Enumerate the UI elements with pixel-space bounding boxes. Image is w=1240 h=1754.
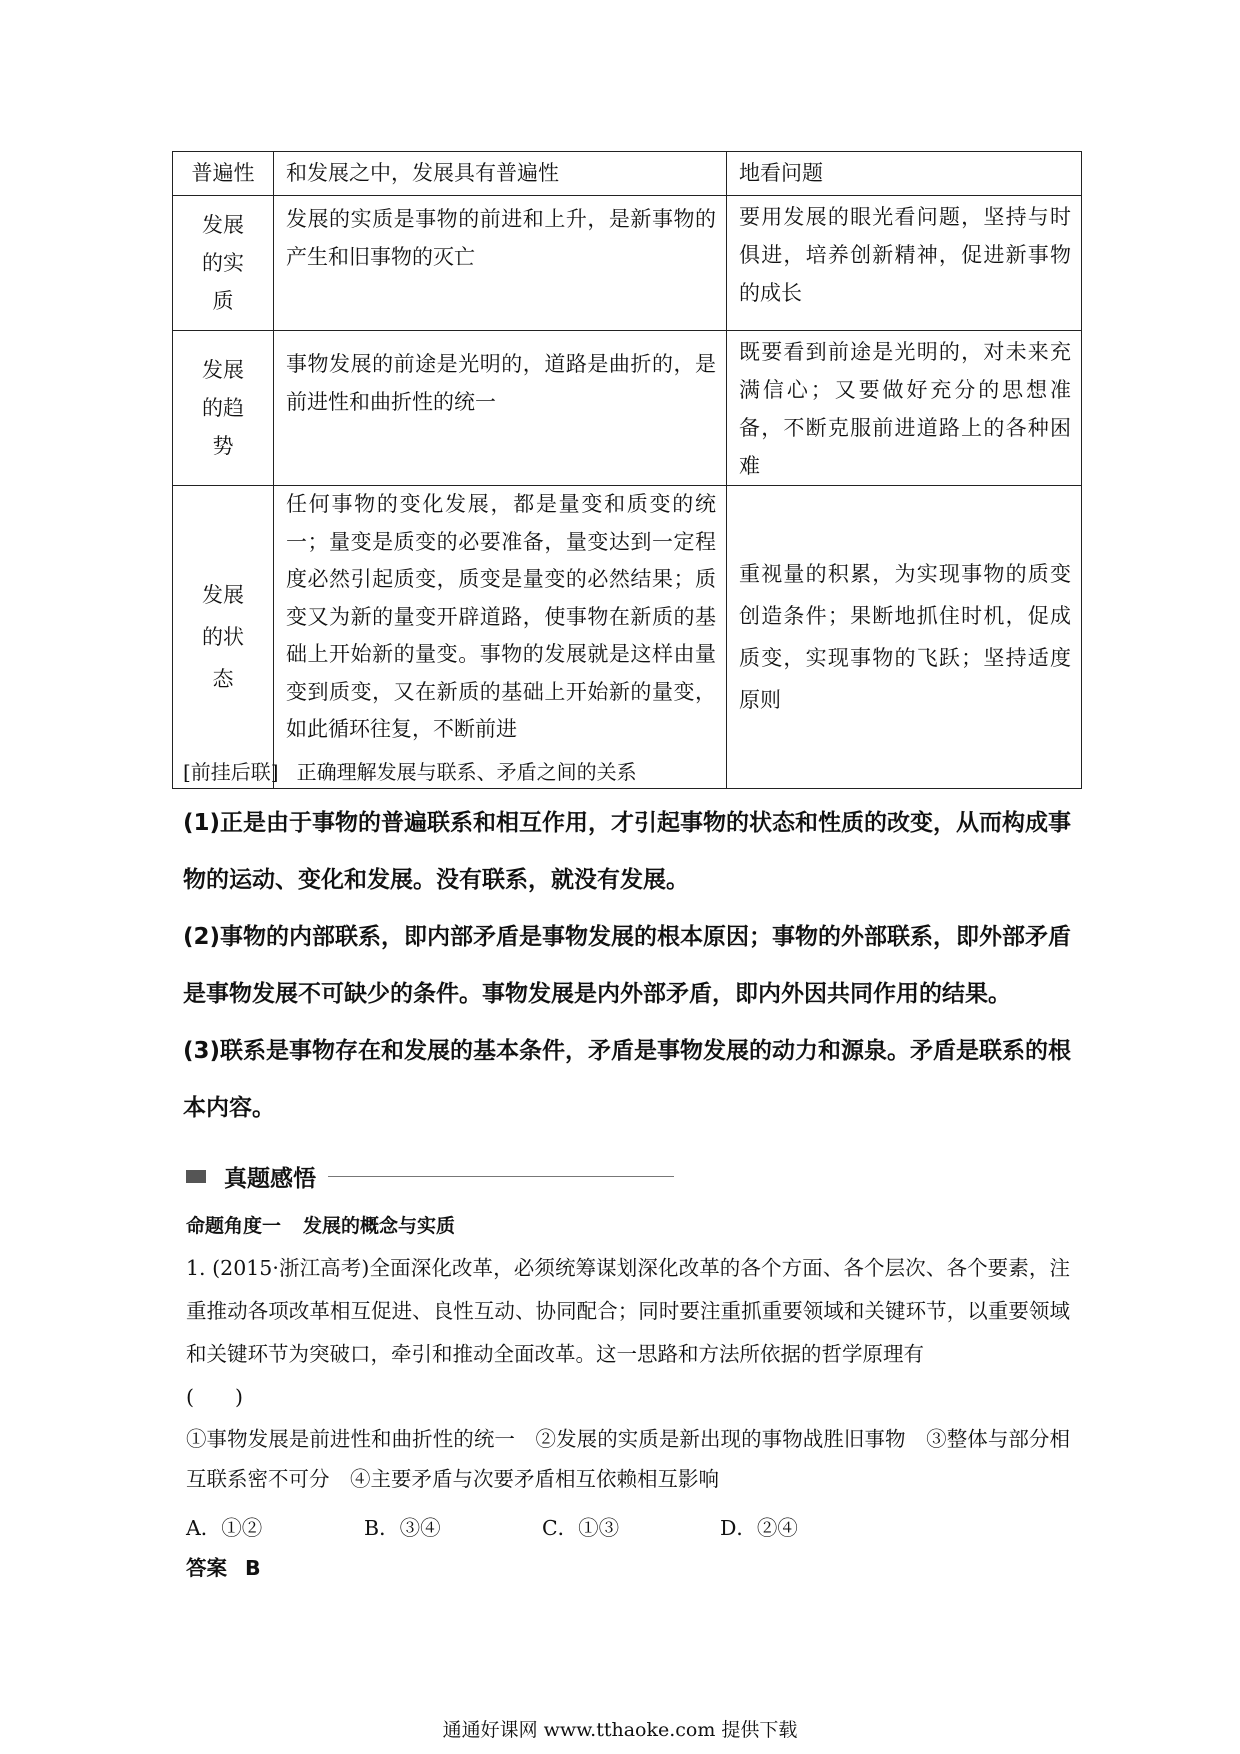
- section-heading: [186, 1156, 674, 1196]
- aspect-cell: 发展的实质: [173, 196, 274, 331]
- list-item: (3)联系是事物存在和发展的基本条件，矛盾是事物发展的动力和源泉。矛盾是联系的根本内容。: [183, 1038, 1072, 1121]
- aspect-cell: 发展的趋势: [173, 331, 274, 486]
- option-d: D．②④: [720, 1516, 798, 1540]
- question-angle: [186, 1211, 455, 1241]
- table-row: [173, 152, 1082, 196]
- link-title: 正确理解发展与联系、矛盾之间的关系: [296, 760, 637, 784]
- development-table: [172, 151, 1082, 789]
- section-bar-icon: [186, 1170, 206, 1183]
- section-title: 真题感悟: [224, 1165, 316, 1192]
- answer: [186, 1548, 261, 1588]
- method-cell: 重视量的积累，为实现事物的质变创造条件；果断地抓住时机，促成质变，实现事物的飞跃；坚持适度原则: [727, 486, 1082, 789]
- content-cell: 和发展之中，发展具有普遍性: [274, 152, 727, 196]
- table-row: [173, 196, 1082, 331]
- table-row: [173, 486, 1082, 789]
- aspect-cell: 发展的状态: [173, 486, 274, 789]
- list-item: (2)事物的内部联系，即内部矛盾是事物发展的根本原因；事物的外部联系，即外部矛盾是事物发展不可缺少的条件。事物发展是内外部矛盾，即内外因共同作用的结果。: [183, 924, 1072, 1007]
- page-footer: 通通好课网 www.tthaoke.com 提供下载: [442, 1719, 798, 1741]
- link-tag: [前挂后联]: [183, 760, 279, 784]
- question-stem: 1. (2015·浙江高考)全面深化改革，必须统筹谋划深化改革的各个方面、各个层次、各个要素，注重推动各项改革相互促进、良性互动、协同配合；同时要注重抓重要领域和关键环节，以重要领域和关键环节为突破口，牵引和推动全面改革。这一思路和方法所依据的哲学原理有: [186, 1256, 1070, 1366]
- angle-title: 发展的概念与实质: [303, 1215, 456, 1237]
- divider: [328, 1176, 674, 1177]
- content-cell: 任何事物的变化发展，都是量变和质变的统一；量变是质变的必要准备，量变达到一定程度必然引起质变，质变是量变的必然结果；质变又为新的量变开辟道路，使事物在新质的基础上开始新的量变。事物的发展就是这样由量变到质变，又在新质的基础上开始新的量变，如此循环往复，不断前进: [274, 486, 727, 789]
- table-row: [173, 331, 1082, 486]
- question-statements: ①事物发展是前进性和曲折性的统一 ②发展的实质是新出现的事物战胜旧事物 ③整体与部分相互联系密不可分 ④主要矛盾与次要矛盾相互依赖相互影响: [186, 1427, 1070, 1491]
- method-cell: 要用发展的眼光看问题，坚持与时俱进，培养创新精神，促进新事物的成长: [727, 196, 1082, 331]
- aspect-cell: 普遍性: [173, 152, 274, 196]
- question: [186, 1247, 1070, 1499]
- answer-value: B: [245, 1556, 261, 1580]
- content-cell: 发展的实质是事物的前进和上升，是新事物的产生和旧事物的灭亡: [274, 196, 727, 331]
- options: [186, 1508, 898, 1548]
- method-cell: 既要看到前途是光明的，对未来充满信心；又要做好充分的思想准备，不断克服前进道路上的各种困难: [727, 331, 1082, 486]
- question-blank: ( ): [186, 1385, 243, 1409]
- option-a: A．①②: [186, 1516, 263, 1540]
- method-cell: 地看问题: [727, 152, 1082, 196]
- content-cell: 事物发展的前途是光明的，道路是曲折的，是前进性和曲折性的统一: [274, 331, 727, 486]
- list-item: (1)正是由于事物的普遍联系和相互作用，才引起事物的状态和性质的改变，从而构成事物的运动、变化和发展。没有联系，就没有发展。: [183, 810, 1072, 893]
- angle-label: 命题角度一: [186, 1215, 282, 1237]
- link-section-heading: [183, 757, 637, 787]
- link-points: [183, 795, 1073, 1137]
- option-c: C．①③: [542, 1516, 620, 1540]
- option-b: B．③④: [364, 1516, 441, 1540]
- answer-label: 答案: [186, 1556, 227, 1580]
